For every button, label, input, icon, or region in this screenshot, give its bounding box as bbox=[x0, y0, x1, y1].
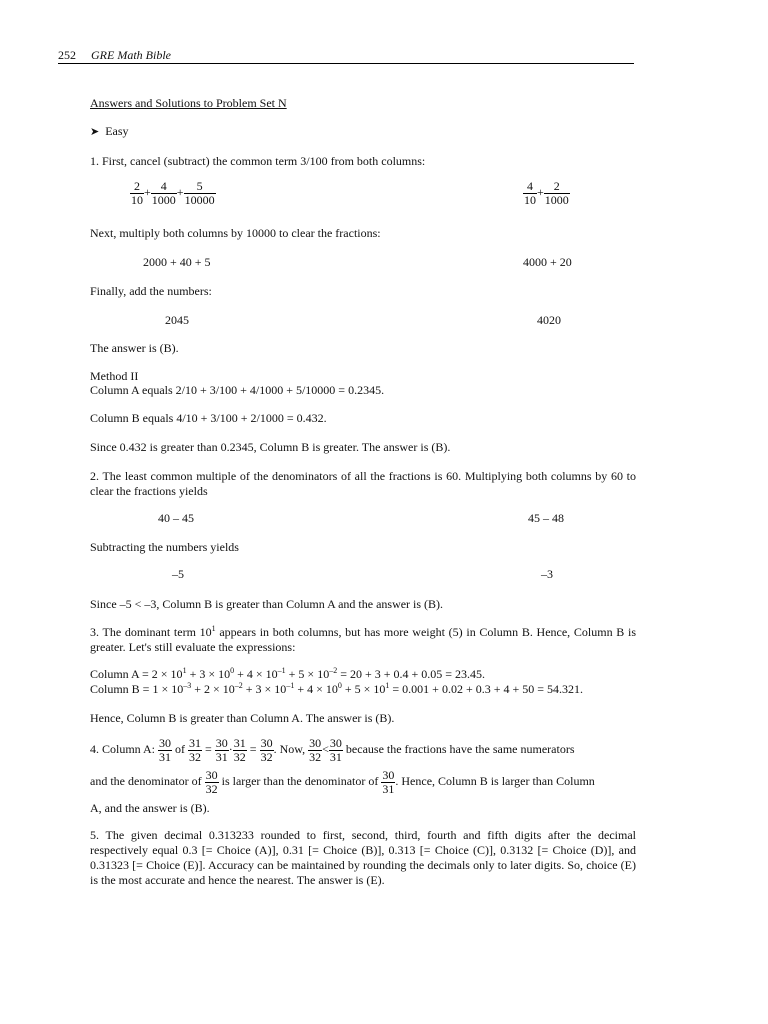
fraction: $\frac{4}{1000}$ bbox=[151, 179, 176, 207]
q1-col-b-step2: 4000 + 20 bbox=[523, 255, 572, 269]
q2-intro: 2. The least common multiple of the denominators of all the fractions is 60. Multiplying both columns by 60 to clear the fractions yields bbox=[90, 469, 636, 498]
q5-text: 5. The given decimal 0.313233 rounded to first, second, third, fourth and fifth digits after the decimal respectively equal 0.3 [= Choice (A)], 0.31 [= Choice (B)], 0.313 [= Choice (C)], 0.3132 [= Choice (D)], and 0.31323 [= Choice (E)]. Accuracy can be maintained by rounding the decimals only to later digits. So, choice (E) is the most accurate and hence the nearest. The answer is (E). bbox=[90, 828, 636, 887]
q3-conclusion: Hence, Column B is greater than Column A. The answer is (B). bbox=[90, 711, 395, 725]
difficulty-heading bbox=[90, 124, 129, 140]
q2-subtract: Subtracting the numbers yields bbox=[90, 540, 239, 554]
q2-col-a: 40 – 45 bbox=[158, 511, 194, 525]
fraction: $\frac{30}{32}$ bbox=[260, 736, 273, 764]
running-header bbox=[58, 47, 634, 64]
q1-col-a-fractions: $\frac{2}{10}$ + $\frac{4}{1000}$ + $\frac{5}{10000}$ bbox=[131, 179, 215, 207]
q1-finally: Finally, add the numbers: bbox=[90, 284, 212, 298]
q1-method2-b: Column B equals 4/10 + 3/100 + 2/1000 = 0.432. bbox=[90, 411, 327, 425]
fraction: $\frac{30}{32}$ bbox=[309, 736, 322, 764]
q3-col-a: Column $A = 2 \times 10^1 + 3 \times 10^0 + 4 \times 10^{-1} + 5 \times 10^{-2} = 20 + 3 + 0.4 + 0.05 = 23.45$. bbox=[90, 666, 486, 681]
fraction: $\frac{30}{32}$ bbox=[205, 768, 218, 796]
fraction: $\frac{30}{31}$ bbox=[215, 736, 228, 764]
fraction: $\frac{31}{32}$ bbox=[233, 736, 246, 764]
q1-col-b-fractions: $\frac{4}{10}$ + $\frac{2}{1000}$ bbox=[524, 179, 569, 207]
q1-col-a-step2: 2000 + 40 + 5 bbox=[143, 255, 211, 269]
fraction: $\frac{4}{10}$ bbox=[524, 179, 536, 207]
q3-intro: 3. The dominant term $10^1$ appears in both columns, but has more weight (5) in Column B. Hence, Column B is greater. Let's still evaluate the expressions: bbox=[90, 624, 636, 654]
q1-col-a-step3: 2045 bbox=[165, 313, 189, 327]
section-title: Answers and Solutions to Problem Set N bbox=[90, 96, 287, 110]
q3-col-b: Column $B = 1 \times 10^{-3} + 2 \times 10^{-2} + 3 \times 10^{-1} + 4 \times 10^0 + 5 \times 10^1 = 0.001 + 0.02 + 0.3 + 4 + 50 = 54.321$. bbox=[90, 681, 584, 696]
q1-method2-title: Method II bbox=[90, 369, 139, 383]
q4-line2: and the denominator of $\frac{30}{32}$ is larger than the denominator of $\frac{30}{31}$ . Hence, Column B is larger than Column bbox=[90, 768, 595, 796]
book-title: GRE Math Bible bbox=[91, 48, 171, 62]
arrow-bullet-icon: ➤ bbox=[90, 126, 100, 138]
q1-method2-conclusion: Since 0.432 is greater than 0.2345, Column B is greater. The answer is (B). bbox=[90, 440, 451, 454]
q1-col-b-step3: 4020 bbox=[537, 313, 561, 327]
q1-answer: The answer is (B). bbox=[90, 341, 179, 355]
fraction: $\frac{31}{32}$ bbox=[189, 736, 202, 764]
q1-next: Next, multiply both columns by 10000 to clear the fractions: bbox=[90, 226, 381, 240]
fraction: $\frac{5}{10000}$ bbox=[184, 179, 215, 207]
difficulty-label: Easy bbox=[105, 124, 129, 138]
q1-method2-a: Column A equals 2/10 + 3/100 + 4/1000 + 5/10000 = 0.2345. bbox=[90, 383, 385, 397]
q4-line3: A, and the answer is (B). bbox=[90, 801, 210, 815]
page-number: 252 bbox=[58, 48, 76, 62]
fraction: $\frac{2}{1000}$ bbox=[544, 179, 569, 207]
q2-col-b-result: –3 bbox=[541, 567, 553, 581]
fraction: $\frac{30}{31}$ bbox=[159, 736, 172, 764]
fraction: $\frac{30}{31}$ bbox=[382, 768, 395, 796]
fraction: $\frac{30}{31}$ bbox=[329, 736, 342, 764]
q1-intro: 1. First, cancel (subtract) the common term 3/100 from both columns: bbox=[90, 154, 426, 168]
q4-line1: 4. Column A: $\frac{30}{31}$ of $\frac{31}{32}$ = $\frac{30}{31}$ · $\frac{31}{32}$ = $\frac{30}{32}$ . Now, $\frac{30}{32}$ < $\frac{30}{31}$ because the fractions have the same numerators bbox=[90, 736, 575, 764]
fraction: $\frac{2}{10}$ bbox=[131, 179, 143, 207]
q2-col-b: 45 – 48 bbox=[528, 511, 564, 525]
q2-conclusion: Since –5 < –3, Column B is greater than Column A and the answer is (B). bbox=[90, 597, 444, 611]
q2-col-a-result: –5 bbox=[172, 567, 184, 581]
